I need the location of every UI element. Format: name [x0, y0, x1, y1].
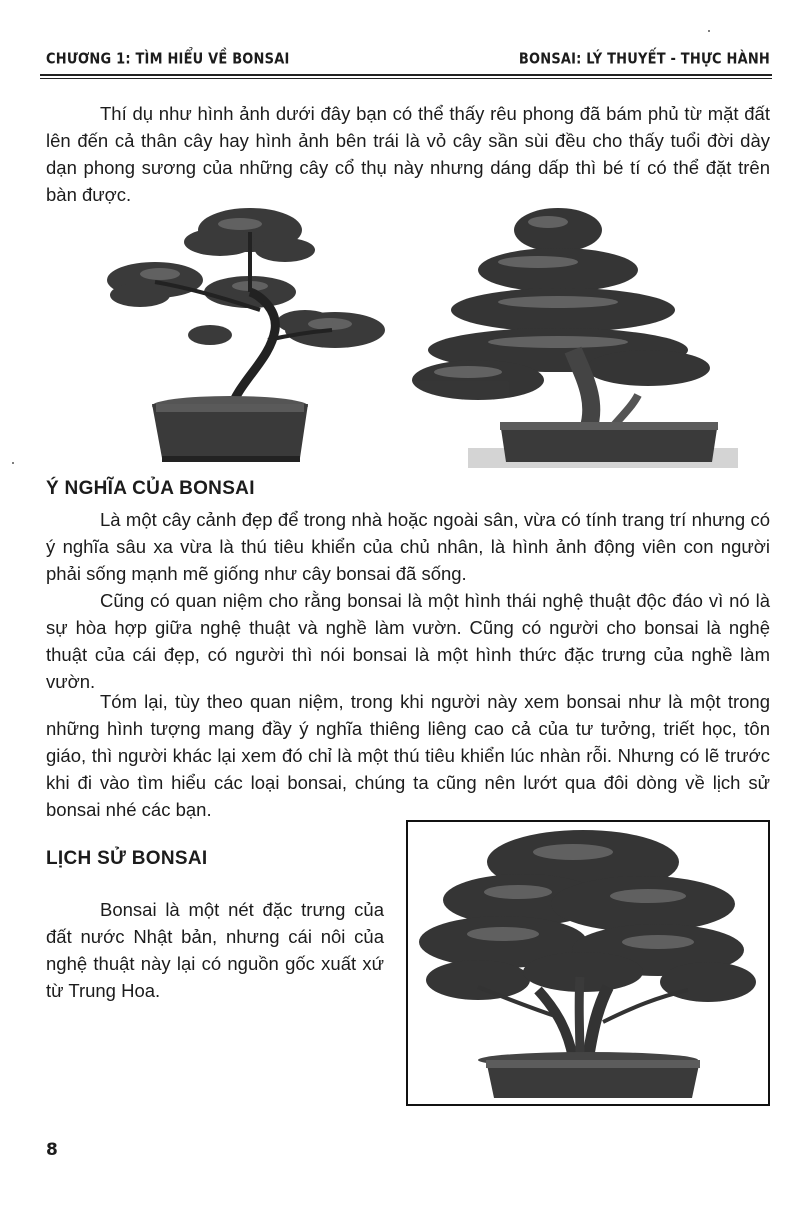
history-paragraph: [46, 896, 384, 1004]
intro-paragraph: [46, 100, 770, 208]
bonsai-photo-broadleaf: [408, 822, 768, 1104]
scan-speck: [708, 30, 710, 32]
meaning-text-3: Tóm lại, tùy theo quan niệm, trong khi người này xem bonsai như là một trong những hình tượng mang đầy ý nghĩa thiêng liêng cao cả của tư tưởng, triết học, tôn giáo, thì người khác lại xem đó chỉ là một thú tiêu khiển lúc nhàn rỗi. Nhưng có lẽ trước khi đi vào tìm hiểu các loại bonsai, chúng ta cũng nên lướt qua đôi dòng về lịch sử bonsai nhé các bạn.: [46, 691, 770, 820]
history-text: Bonsai là một nét đặc trưng của đất nước Nhật bản, nhưng cái nôi của nghệ thuật này lại có nguồn gốc xuất xứ từ Trung Hoa.: [46, 899, 384, 1001]
book-title: BONSAI: LÝ THUYẾT - THỰC HÀNH: [518, 50, 770, 69]
meaning-text-1: Là một cây cảnh đẹp để trong nhà hoặc ngoài sân, vừa có tính trang trí nhưng có ý nghĩa sâu xa vừa là thú tiêu khiển của chủ nhân, là hình ảnh động viên con người phải sống mạnh mẽ giống như cây bonsai đã sống.: [46, 509, 770, 584]
scan-speck: [12, 462, 14, 464]
intro-text: Thí dụ như hình ảnh dưới đây bạn có thể thấy rêu phong đã bám phủ từ mặt đất lên đến cả thân cây hay hình ảnh bên trái là vỏ cây sần sùi đều cho thấy tuổi đời dày dạn phong sương của những cây cổ thụ này nhưng dáng dấp thì bé tí có thể đặt trên bàn được.: [46, 103, 770, 205]
meaning-paragraph-1: [46, 506, 770, 587]
meaning-paragraph-3: [46, 688, 770, 823]
running-header: [46, 51, 770, 68]
header-rule-thin: [40, 78, 772, 79]
header-rule: [40, 74, 772, 76]
meaning-text-2: Cũng có quan niệm cho rằng bonsai là một hình thái nghệ thuật độc đáo vì nó là sự hòa hợp giữa nghệ thuật và nghề làm vườn. Cũng có người cho bonsai là nghệ thuật của cái đẹp, có người thì nói bonsai là một hình thức đặc trưng của nghề làm vườn.: [46, 590, 770, 692]
meaning-paragraph-2: [46, 587, 770, 695]
section-heading-meaning: Ý NGHĨA CỦA BONSAI: [46, 478, 255, 499]
bonsai-photo-slanting: [100, 200, 390, 470]
bonsai-photo-frame: [406, 820, 770, 1106]
bonsai-photo-pine: [408, 200, 738, 472]
page-number: 8: [46, 1140, 58, 1160]
section-heading-history: LỊCH SỬ BONSAI: [46, 848, 208, 869]
chapter-title: CHƯƠNG 1: TÌM HIỂU VỀ BONSAI: [46, 50, 290, 69]
